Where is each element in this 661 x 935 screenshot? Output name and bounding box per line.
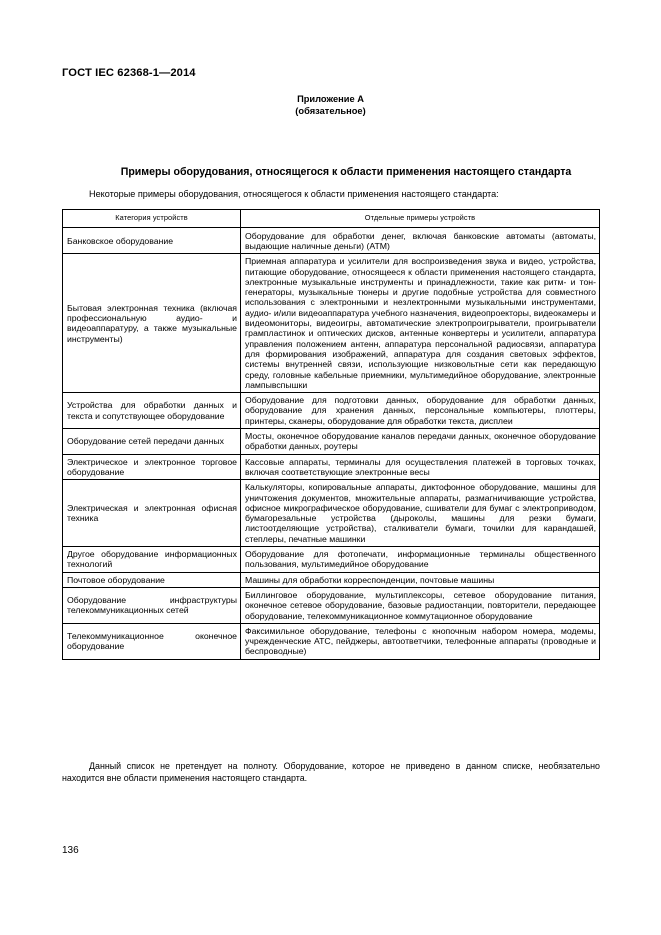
row-category: Электрическая и электронная офисная техника <box>63 480 241 547</box>
row-examples: Оборудование для подготовки данных, оборудование для обработки данных, оборудование для хранения данных, персональные компьютеры, плоттеры, принтеры, сканеры, оборудование для обработки текста, дисплеи <box>241 393 600 429</box>
table-row <box>63 480 600 547</box>
row-examples: Калькуляторы, копировальные аппараты, диктофонное оборудование, машины для уничтожения документов, множительные аппараты, размагничивающие устройства, офисное микрографическое оборудование, сшиватели для бумаг с электроприводом, бумагорезальные устройства (дыроколы, машины для резки бумаги, листоотделяющие устройства), сталкиватели бумаги, точилки для карандашей, степлеры, печатные машинки <box>241 480 600 547</box>
intro-paragraph: Некоторые примеры оборудования, относящегося к области применения настоящего стандарта: <box>89 189 499 199</box>
row-examples: Биллинговое оборудование, мультиплексоры, сетевое оборудование питания, оконечное сетевое оборудование, базовые радиостанции, повторители, передающее оборудование, телекоммуникационное коммутационное оборудование <box>241 587 600 623</box>
row-examples: Оборудование для обработки денег, включая банковские автоматы (автоматы, выдающие наличные деньги) (ATM) <box>241 228 600 254</box>
page-number: 136 <box>62 845 79 856</box>
table-row <box>63 623 600 659</box>
row-category: Бытовая электронная техника (включая профессиональную аудио- и видеоаппаратуру, а также музыкальные инструменты) <box>63 254 241 393</box>
table-row <box>63 572 600 587</box>
row-examples: Кассовые аппараты, терминалы для осуществления платежей в торговых точках, включая соответствующие электронные весы <box>241 454 600 480</box>
table-row <box>63 254 600 393</box>
row-examples: Приемная аппаратура и усилители для воспроизведения звука и видео, устройства, питающие оборудование, относящееся к области применения настоящего стандарта, электронные музыкальные инструменты и принадлежности, такие как ритм- и тон-генераторы, музыкальные тюнеры и другие подобные устройства для совместного использования с электронными и незлектронными музыкальными инструментами, аудио- и/или видеоаппаратура учебного назначения, видеопроекторы, видеокамеры и видеомониторы, видеоигры, автоматические электропроигрыватели, проигрыватели грампластинок и оптических дисков, антенные конвертеры и усилители, аппаратура управления положением антенн, аппаратура персональной радиосвязи, аппаратура для формирования изображений, аппаратура для создания световых эффектов, системы внутренней связи, использующие низковольтные сети как передающую среду, головные кабельные приемники, мультимедийное оборудование, электронные лампывспышки <box>241 254 600 393</box>
row-category: Банковское оборудование <box>63 228 241 254</box>
table-row <box>63 228 600 254</box>
section-title: Примеры оборудования, относящегося к области применения настоящего стандарта <box>120 166 572 178</box>
document-header: ГОСТ IEC 62368-1—2014 <box>62 67 196 79</box>
row-examples: Оборудование для фотопечати, информационные терминалы общественного пользования, мультимедийное оборудование <box>241 547 600 573</box>
annex-status: (обязательное) <box>295 106 366 116</box>
table-row <box>63 454 600 480</box>
annex-title: Приложение А <box>297 94 364 104</box>
table-row <box>63 587 600 623</box>
header-category: Категория устройств <box>63 210 241 228</box>
row-category: Устройства для обработки данных и текста и сопутствующее оборудование <box>63 393 241 429</box>
row-examples: Мосты, оконечное оборудование каналов передачи данных, оконечное оборудование обработки данных, роутеры <box>241 429 600 455</box>
row-category: Оборудование инфраструктуры телекоммуникационных сетей <box>63 587 241 623</box>
row-examples: Факсимильное оборудование, телефоны с кнопочным набором номера, модемы, учрежденческие АТС, пейджеры, автоответчики, телефонные аппараты (проводные и беспроводные) <box>241 623 600 659</box>
equipment-examples-table <box>62 209 600 660</box>
closing-note: Данный список не претендует на полноту. Оборудование, которое не приведено в данном списке, необязательно находится вне области применения настоящего стандарта. <box>62 761 600 783</box>
row-category: Почтовое оборудование <box>63 572 241 587</box>
header-examples: Отдельные примеры устройств <box>241 210 600 228</box>
row-category: Оборудование сетей передачи данных <box>63 429 241 455</box>
table-row <box>63 393 600 429</box>
table-row <box>63 429 600 455</box>
row-category: Другое оборудование информационных технологий <box>63 547 241 573</box>
row-category: Электрическое и электронное торговое оборудование <box>63 454 241 480</box>
table-row <box>63 547 600 573</box>
table-header-row <box>63 210 600 228</box>
annex-heading <box>0 93 661 117</box>
row-examples: Машины для обработки корреспонденции, почтовые машины <box>241 572 600 587</box>
row-category: Телекоммуникационное оконечное оборудование <box>63 623 241 659</box>
